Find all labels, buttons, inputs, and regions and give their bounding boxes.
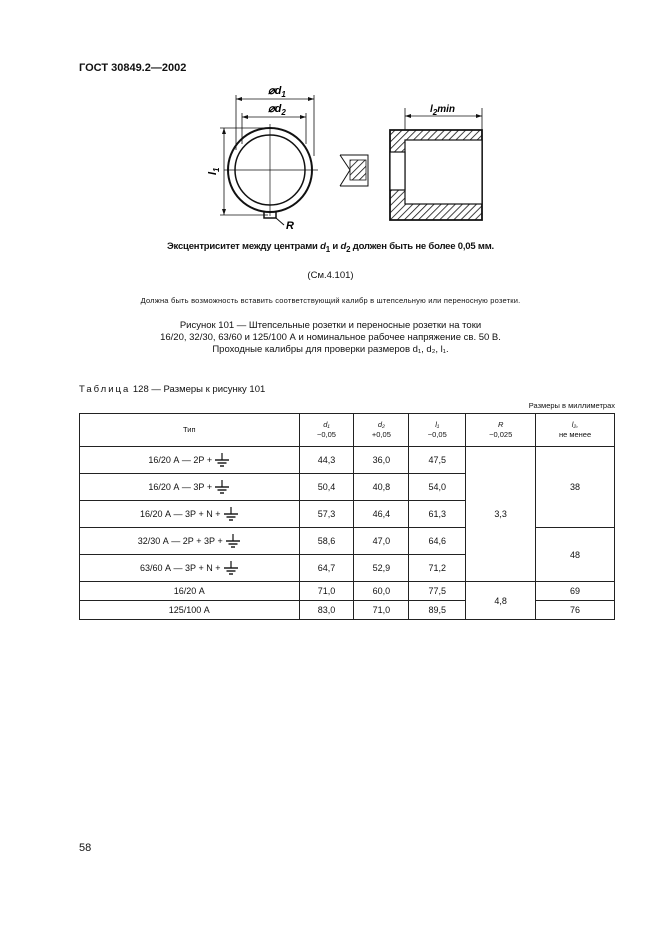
R-group1: 3,3 <box>466 447 536 582</box>
document-header: ГОСТ 30849.2—2002 <box>79 62 187 74</box>
header-d1: d₁ −0,05 <box>299 414 354 447</box>
table-row: 63/60 А — 3Р + N + 64,7 52,9 71,2 <box>80 555 615 582</box>
table-header-row <box>80 414 615 447</box>
page-number: 58 <box>79 842 92 854</box>
R-group2: 4,8 <box>466 582 536 620</box>
header-l2: l₂, не менее <box>536 414 615 447</box>
units-note: Размеры в миллиметрах <box>528 401 615 410</box>
label-l1: $l_1$ <box>207 167 221 175</box>
ground-icon <box>214 479 230 495</box>
insertion-note: Должна быть возможность вставить соответствующий калибр в штепсельную или переносную розетки. <box>140 296 521 305</box>
table-row: 16/20 А — 3Р + 50,4 40,8 54,0 <box>80 474 615 501</box>
label-l2: $l_2\min$ <box>430 104 456 117</box>
eccentricity-caption: Эксцентриситет между центрами $d_1$ и $d_2$ должен быть не более 0,05 мм. <box>166 241 494 254</box>
header-d2: d₂ +0,05 <box>354 414 409 447</box>
table-row: 125/100 А 83,0 71,0 89,5 76 <box>80 601 615 620</box>
ground-icon <box>225 533 241 549</box>
table-row: 16/20 А 71,0 60,0 77,5 4,8 69 <box>80 582 615 601</box>
dimensions-table <box>79 413 615 620</box>
label-d1: $⌀d_1$ <box>268 85 286 99</box>
ground-icon <box>223 560 239 576</box>
ground-icon <box>223 506 239 522</box>
see-reference: (См.4.101) <box>307 270 354 281</box>
label-d2: $⌀d_2$ <box>268 103 286 117</box>
label-R: R <box>286 220 294 232</box>
table-row: 16/20 А — 2Р + 44,3 36,0 47,5 3,3 38 <box>80 447 615 474</box>
header-l1: l₁ −0,05 <box>409 414 466 447</box>
table-row: 32/30 А — 2Р + 3Р + 58,6 47,0 64,6 48 <box>80 528 615 555</box>
header-type: Тип <box>80 414 300 447</box>
table-row: 16/20 А — 3Р + N + 57,3 46,4 61,3 <box>80 501 615 528</box>
header-R: R −0,025 <box>466 414 536 447</box>
gauge-drawing <box>190 80 490 240</box>
table-title: Таблица 128 — Размеры к рисунку 101 <box>79 384 266 395</box>
l2-group1: 38 <box>536 447 615 528</box>
ground-icon <box>214 452 230 468</box>
figure-caption: Рисунок 101 — Штепсельные розетки и переносные розетки на токи 16/20, 32/30, 63/60 и 125/100 А и номинальное рабочее напряжение св. 50 В. Проходные калибры для проверки размеров d₁, d₂, l₁. <box>160 320 501 355</box>
l2-group2: 48 <box>536 528 615 582</box>
